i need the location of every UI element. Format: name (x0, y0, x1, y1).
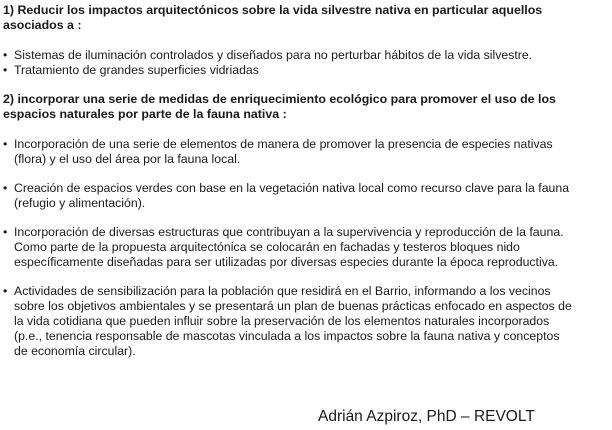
list-item (3, 181, 603, 211)
bullet-icon: • (3, 63, 8, 77)
bullet-icon: • (3, 225, 8, 239)
list-item-text: Tratamiento de grandes superficies vidriadas (14, 63, 259, 77)
list-item-text: Sistemas de iluminación controlados y diseñados para no perturbar hábitos de la vida silvestre. (14, 48, 533, 62)
bullet-icon: • (3, 137, 8, 151)
list-item (3, 137, 603, 167)
list-item-text: Incorporación de diversas estructuras que contribuyan a la supervivencia y reproducción de la fauna. Como parte de la propuesta arquitectónica se colocarán en fachadas y testeros bloques nido específicamente diseñadas para ser utilizadas por diversas especies durante la época reproductiva. (14, 225, 564, 269)
list-item (3, 225, 603, 270)
author-signature: Adrián Azpiroz, PhD – REVOLT (318, 408, 535, 425)
section2-heading: 2) incorporar una serie de medidas de enriquecimiento ecológico para promover el uso de los espacios naturales por parte de la fauna nativa : (3, 92, 556, 121)
list-item-text: Creación de espacios verdes con base en la vegetación nativa local como recurso clave para la fauna (refugio y alimentación). (14, 181, 570, 210)
bullet-icon: • (3, 48, 8, 62)
list-item (3, 284, 603, 359)
list-item (3, 48, 603, 63)
list-item (3, 63, 603, 78)
section1-list (3, 48, 603, 78)
document-body (3, 3, 603, 373)
list-item-text: Incorporación de una serie de elementos de manera de promover la presencia de especies nativas (flora) y el uso del área por la fauna local. (14, 137, 553, 166)
list-item-text: Actividades de sensibilización para la población que residirá en el Barrio, informando a los vecinos sobre los objetivos ambientales y se presentará un plan de buenas prácticas enfocado en aspectos de la vida cotidiana que pueden influir sobre la preservación de los elementos naturales incorporados (p.e., tenencia responsable de mascotas vinculada a los impactos sobre la fauna nativa y conceptos de economía circular). (14, 284, 572, 358)
section1-heading: 1) Reducir los impactos arquitectónicos sobre la vida silvestre nativa en particular aquellos asociados a : (3, 3, 543, 32)
section2-list (3, 137, 603, 359)
bullet-icon: • (3, 181, 8, 195)
bullet-icon: • (3, 284, 8, 298)
